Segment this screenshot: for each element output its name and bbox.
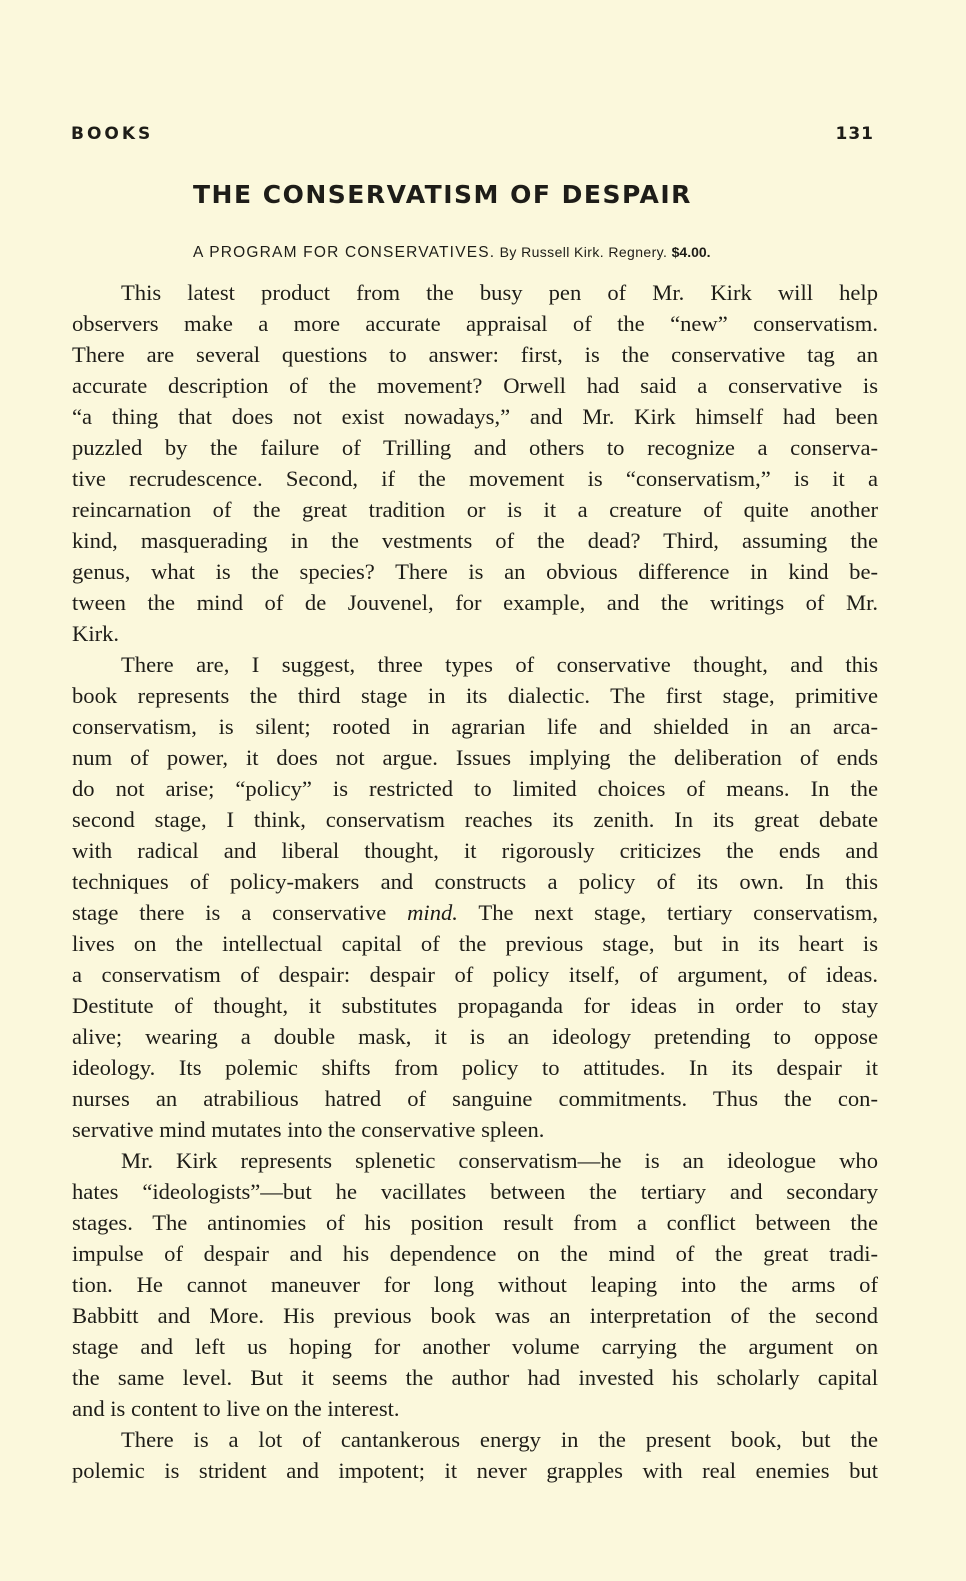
article-body [72,277,878,1486]
page-number: 131 [835,124,874,144]
text-line: reincarnation of the great tradition or is it a creature of quite another [72,497,878,522]
text-line: polemic is strident and impotent; it never grapples with real enemies but [72,1458,878,1483]
text-line: genus, what is the species? There is an obvious difference in kind be- [72,559,878,584]
text-line: Kirk. [72,621,120,646]
text-line: servative mind mutates into the conservative spleen. [72,1117,545,1142]
text-line-mixed [72,897,878,928]
text-line: nurses an atrabilious hatred of sanguine commitments. Thus the con- [72,1086,878,1111]
text-line: impulse of despair and his dependence on the mind of the great tradi- [72,1241,878,1266]
text-line: ideology. Its polemic shifts from policy to attitudes. In its despair it [72,1055,878,1080]
italic-word: mind. [407,900,458,925]
text-line: There are, I suggest, three types of conservative thought, and this [121,652,878,677]
text-line: book represents the third stage in its dialectic. The first stage, primitive [72,683,878,708]
text-line: There is a lot of cantankerous energy in the present book, but the [121,1427,878,1452]
text-line: Mr. Kirk represents splenetic conservatism—he is an ideologue who [121,1148,878,1173]
page-header [71,124,874,148]
paragraph-3 [72,1145,878,1424]
text-line: observers make a more accurate appraisal of the “new” conservatism. [72,311,878,336]
text-line: accurate description of the movement? Orwell had said a conservative is [72,373,878,398]
text-line: puzzled by the failure of Trilling and others to recognize a conserva- [72,435,878,460]
paragraph-2 [72,649,878,1145]
text-line: lives on the intellectual capital of the previous stage, but in its heart is [72,931,878,956]
running-head: BOOKS [71,124,154,144]
reviewed-book-price: $4.00. [671,244,711,260]
text-line: the same level. But it seems the author had invested his scholarly capital [72,1365,878,1390]
text-line: Destitute of thought, it substitutes propaganda for ideas in order to stay [72,993,878,1018]
text-line: alive; wearing a double mask, it is an ideology pretending to oppose [72,1024,878,1049]
reviewed-book-title: A PROGRAM FOR CONSERVATIVES. [193,244,496,261]
text-segment: stage there is a conservative [72,900,387,925]
reviewed-book-byline: By Russell Kirk. Regnery. [499,244,668,260]
text-line: stage and left us hoping for another volume carrying the argument on [72,1334,878,1359]
article-title: THE CONSERVATISM OF DESPAIR [193,180,692,209]
text-line: “a thing that does not exist nowadays,” and Mr. Kirk himself had been [72,404,878,429]
text-line: with radical and liberal thought, it rigorously criticizes the ends and [72,838,878,863]
text-line: There are several questions to answer: first, is the conservative tag an [72,342,878,367]
text-line: This latest product from the busy pen of Mr. Kirk will help [121,280,878,305]
text-line: a conservatism of despair: despair of policy itself, of argument, of ideas. [72,962,878,987]
text-line: tive recrudescence. Second, if the movement is “conservatism,” is it a [72,466,878,491]
review-citation [193,244,880,262]
paragraph-4 [72,1424,878,1486]
text-line: stages. The antinomies of his position result from a conflict between the [72,1210,878,1235]
text-segment: The next stage, tertiary conservatism, [478,900,878,925]
text-line: tween the mind of de Jouvenel, for example, and the writings of Mr. [72,590,878,615]
text-line: hates “ideologists”—but he vacillates between the tertiary and secondary [72,1179,878,1204]
text-line: do not arise; “policy” is restricted to limited choices of means. In the [72,776,878,801]
text-line: conservatism, is silent; rooted in agrarian life and shielded in an arca- [72,714,878,739]
text-line: kind, masquerading in the vestments of the dead? Third, assuming the [72,528,878,553]
text-line: Babbitt and More. His previous book was an interpretation of the second [72,1303,878,1328]
text-line: and is content to live on the interest. [72,1396,400,1421]
text-line: techniques of policy-makers and constructs a policy of its own. In this [72,869,878,894]
text-line: num of power, it does not argue. Issues implying the deliberation of ends [72,745,878,770]
text-line: tion. He cannot maneuver for long without leaping into the arms of [72,1272,878,1297]
paragraph-1 [72,277,878,649]
text-line: second stage, I think, conservatism reaches its zenith. In its great debate [72,807,878,832]
